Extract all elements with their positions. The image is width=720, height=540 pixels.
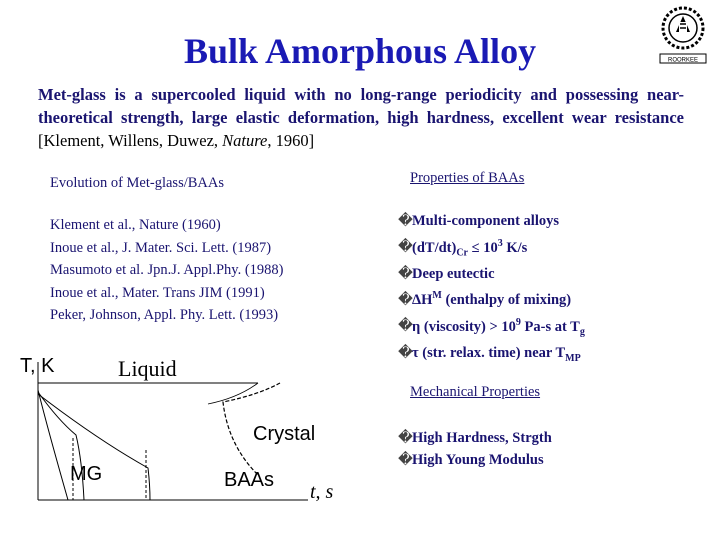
liquid-label: Liquid xyxy=(118,356,177,381)
property-item: $�(dT/dt)_{Cr} \le 10^3$ K/s xyxy=(398,237,528,259)
bullet-glyph: � xyxy=(398,239,413,256)
slide-title: Bulk Amorphous Alloy xyxy=(183,31,537,71)
mg-label: MG xyxy=(70,463,103,485)
evolution-item: Peker, Johnson, Appl. Phy. Lett. (1993) xyxy=(50,307,279,323)
property-item: �τ (str. relax. time) near $T_{MP}$ xyxy=(398,344,581,364)
bullet-glyph: � xyxy=(398,430,413,446)
bullet-glyph: � xyxy=(398,318,413,335)
logo-text: ROORKEE xyxy=(667,57,699,64)
mechanical-list xyxy=(398,427,552,471)
institute-logo xyxy=(652,4,714,66)
bullet-glyph: � xyxy=(398,265,413,282)
bullet-glyph: � xyxy=(398,452,413,468)
evolution-item: Inoue et al., J. Mater. Sci. Lett. (1987) xyxy=(50,239,272,256)
properties-list xyxy=(398,211,585,369)
mechanical-item: �High Hardness, Strgth xyxy=(398,427,552,449)
property-item: �η (viscosity) > $10^9$ Pa-s at $T_g$ xyxy=(398,316,585,338)
evolution-item: Masumoto et al. Jpn.J. Appl.Phy. (1988) xyxy=(50,262,284,278)
intro-text: Met-glass is a supercooled liquid with no long-range periodicity and possessing near-theoretical strength, large elastic deformation, high hardness, excellent wear resistance xyxy=(38,85,684,127)
baas-label: BAAs xyxy=(224,469,275,491)
bullet-glyph: � xyxy=(398,344,413,361)
evolution-item: Klement et al., Nature (1960) xyxy=(50,217,221,233)
evolution-heading: Evolution of Met-glass/BAAs xyxy=(50,175,224,191)
bullet-glyph: � xyxy=(398,292,413,309)
intro-paragraph xyxy=(38,83,684,152)
bullet-glyph: � xyxy=(398,213,413,229)
property-item: �Multi-component alloys xyxy=(398,211,585,233)
properties-heading: Properties of BAAs xyxy=(410,170,525,186)
mechanical-heading: Mechanical Properties xyxy=(410,384,541,400)
mechanical-item: �High Young Modulus xyxy=(398,449,552,471)
property-item: $�\Delta H^M$ (enthalpy of mixing) xyxy=(398,285,585,311)
ttt-diagram xyxy=(18,350,348,530)
x-axis-label: t, s xyxy=(310,481,334,503)
crystal-nose-inner xyxy=(208,383,258,404)
property-item: �Deep eutectic xyxy=(398,264,585,286)
y-axis-label: T, K xyxy=(20,355,55,377)
evolution-item: Inoue et al., Mater. Trans JIM (1991) xyxy=(50,284,265,301)
intro-reference: [Klement, Willens, Duwez, Nature, 1960] xyxy=(38,131,315,150)
evolution-list xyxy=(50,214,283,327)
cooling-curve-fast xyxy=(38,390,68,500)
crystal-label: Crystal xyxy=(253,423,316,445)
